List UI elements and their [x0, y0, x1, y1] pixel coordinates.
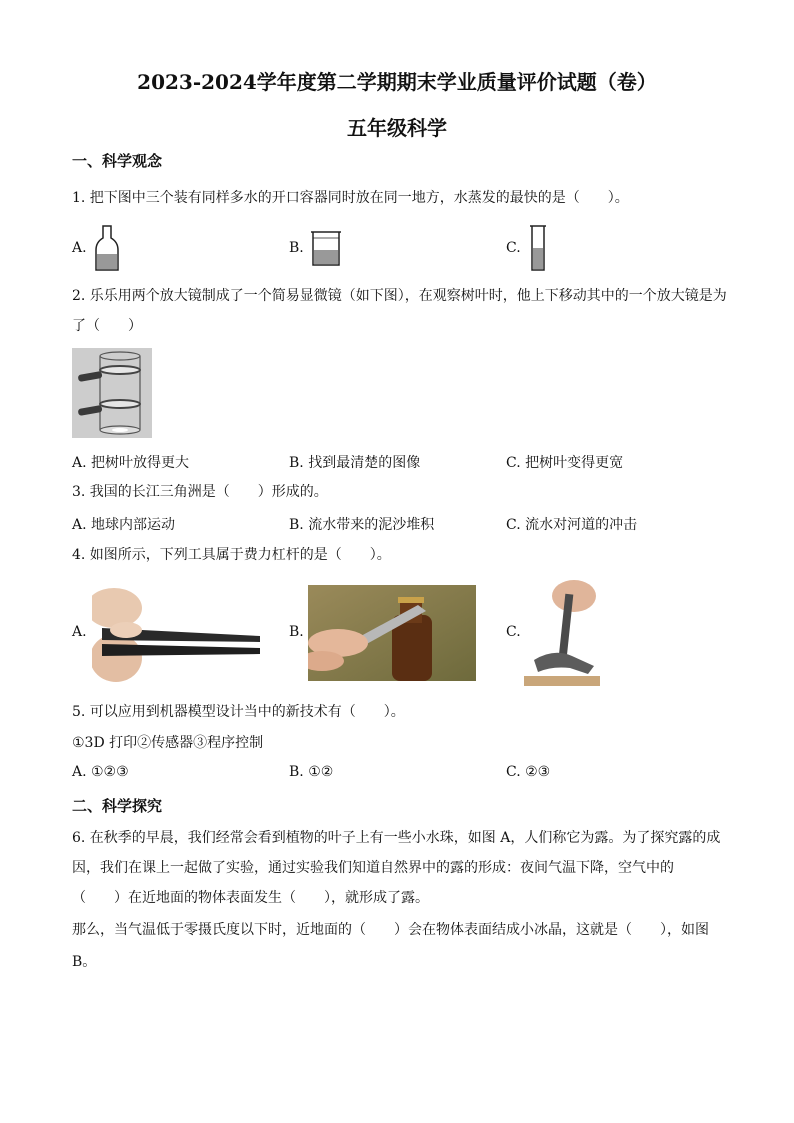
q2-option-b: B. 找到最清楚的图像 [289, 455, 421, 471]
graduated-cylinder-icon [528, 224, 548, 272]
question-6-line4: 那么，当气温低于零摄氏度以下时，近地面的（ ）会在物体表面结成小冰晶，这就是（ ），如图 [72, 922, 709, 938]
page-title: 2023-2024学年度第二学期期末学业质量评价试题（卷） [137, 70, 657, 94]
q5-option-a: A. ①②③ [72, 764, 129, 780]
question-5-text: 5. 可以应用到机器模型设计当中的新技术有（ ）。 [72, 704, 405, 720]
beaker-icon [310, 230, 342, 268]
microscope-image [72, 348, 152, 438]
q4-option-b-label: B. [289, 624, 304, 640]
question-1-text: 1. 把下图中三个装有同样多水的开口容器同时放在同一地方，水蒸发的最快的是（ ）。 [72, 190, 629, 206]
q2-option-c: C. 把树叶变得更宽 [506, 455, 624, 471]
question-6-line1: 6. 在秋季的早晨，我们经常会看到植物的叶子上有一些小水珠，如图 A，人们称它为露。为了探究露的成 [72, 830, 721, 846]
hammer-image [524, 576, 600, 688]
q3-option-b: B. 流水带来的泥沙堆积 [289, 517, 435, 533]
question-5-subtext: ①3D 打印②传感器③程序控制 [72, 735, 264, 751]
q3-option-a: A. 地球内部运动 [72, 517, 176, 533]
q4-option-c-label: C. [506, 624, 521, 640]
q5-option-b: B. ①② [289, 764, 334, 780]
question-4-text: 4. 如图所示，下列工具属于费力杠杆的是（ ）。 [72, 547, 391, 563]
q2-option-a: A. 把树叶放得更大 [72, 455, 190, 471]
q3-option-c: C. 流水对河道的冲击 [506, 517, 638, 533]
question-6-line3: （ ）在近地面的物体表面发生（ ），就形成了露。 [72, 890, 429, 906]
page-subtitle: 五年级科学 [347, 116, 447, 140]
tweezers-image [92, 578, 260, 684]
bottle-opener-image [308, 585, 476, 681]
section-heading-1: 一、科学观念 [72, 152, 163, 170]
q1-option-b-label: B. [289, 240, 304, 256]
question-2-text-line2: 了（ ） [72, 318, 142, 334]
question-6-line2: 因，我们在课上一起做了实验，通过实验我们知道自然界中的露的形成：夜间气温下降，空气中的 [72, 860, 674, 876]
q1-option-c-label: C. [506, 240, 521, 256]
section-heading-2: 二、科学探究 [72, 797, 163, 815]
question-2-text-line1: 2. 乐乐用两个放大镜制成了一个简易显微镜（如下图），在观察树叶时，他上下移动其中的一个放大镜是为 [72, 288, 727, 304]
q1-option-a-label: A. [72, 240, 87, 256]
q5-option-c: C. ②③ [506, 764, 551, 780]
question-3-text: 3. 我国的长江三角洲是（ ）形成的。 [72, 484, 328, 500]
bottle-icon [94, 224, 120, 272]
q4-option-a-label: A. [72, 624, 87, 640]
question-6-line5: B。 [72, 954, 97, 970]
